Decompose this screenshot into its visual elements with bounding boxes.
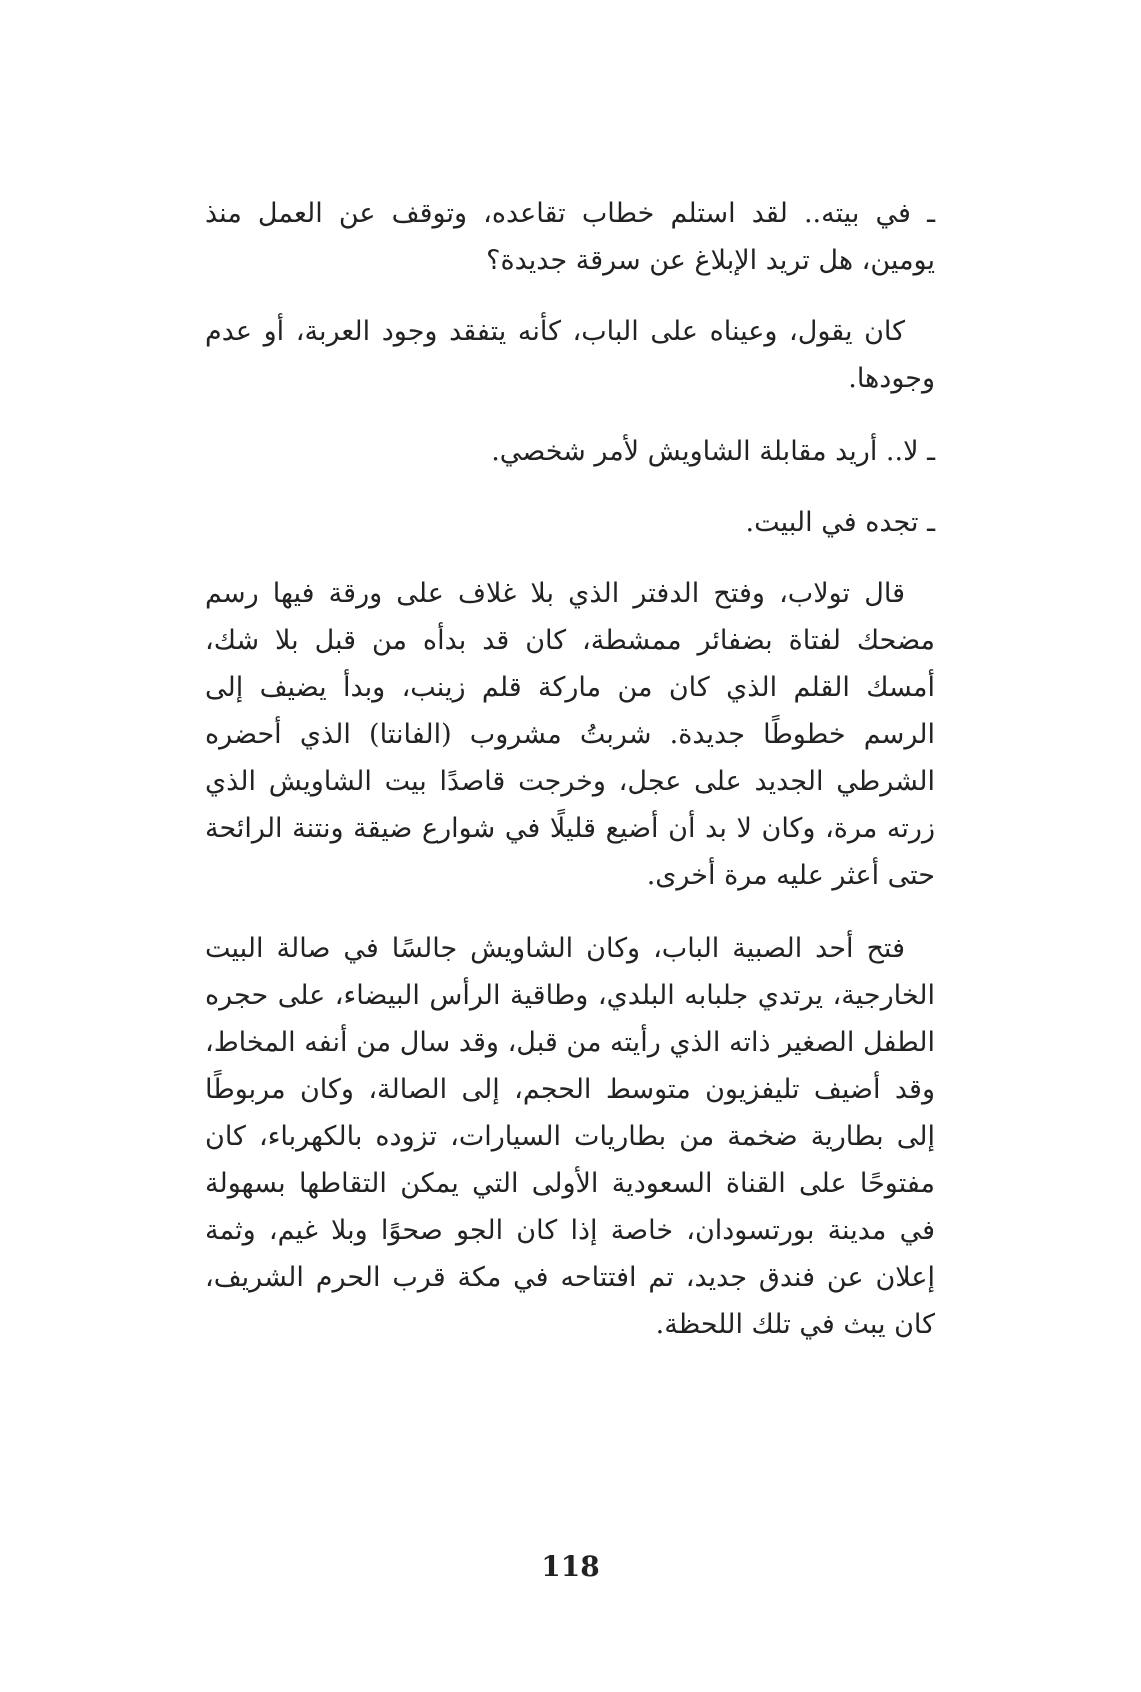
paragraph-dialogue-2: ـ لا.. أريد مقابلة الشاويش لأمر شخصي. xyxy=(491,436,935,467)
paragraph-narrative-1: كان يقول، وعيناه على الباب، كأنه يتفقد وجود العربة، أو عدم وجودها. xyxy=(205,316,935,394)
paragraph-dialogue-3: ـ تجده في البيت. xyxy=(745,507,935,538)
paragraph-narrative-3: فتح أحد الصبية الباب، وكان الشاويش جالسًا في صالة البيت الخارجية، يرتدي جلبابه البلدي، وطاقية الرأس البيضاء، على حجره الطفل الصغير ذاته الذي رأيته من قبل، وقد سال من أنفه المخاط، وقد أضيف تليفزيون متوسط الحجم، إلى الصالة، وكان مربوطًا إلى بطارية ضخمة من بطاريات السيارات، تزوده بالكهرباء، كان مفتوحًا على القناة السعودية الأولى التي يمكن التقاطها بسهولة في مدينة بورتسودان، خاصة إذا كان الجو صحوًا وبلا غيم، وثمة إعلان عن فندق جديد، تم افتتاحه في مكة قرب الحرم الشريف، كان يبث في تلك اللحظة. xyxy=(205,933,935,1340)
page-number: 118 xyxy=(541,1550,600,1583)
paragraph-narrative-2: قال تولاب، وفتح الدفتر الذي بلا غلاف على ورقة فيها رسم مضحك لفتاة بضفائر ممشطة، كان قد بدأه من قبل بلا شك، أمسك القلم الذي كان من ماركة قلم زينب، وبدأ يضيف إلى الرسم خطوطًا جديدة. شربتُ مشروب (الفانتا) الذي أحضره الشرطي الجديد على عجل، وخرجت قاصدًا بيت الشاويش الذي زرته مرة، وكان لا بد أن أضيع قليلًا في شوارع ضيقة ونتنة الرائحة حتى أعثر عليه مرة أخرى. xyxy=(205,578,935,891)
body-text xyxy=(205,190,935,1374)
paragraph-dialogue-1: ـ في بيته.. لقد استلم خطاب تقاعده، وتوقف عن العمل منذ يومين، هل تريد الإبلاغ عن سرقة جديدة؟ xyxy=(205,198,935,276)
